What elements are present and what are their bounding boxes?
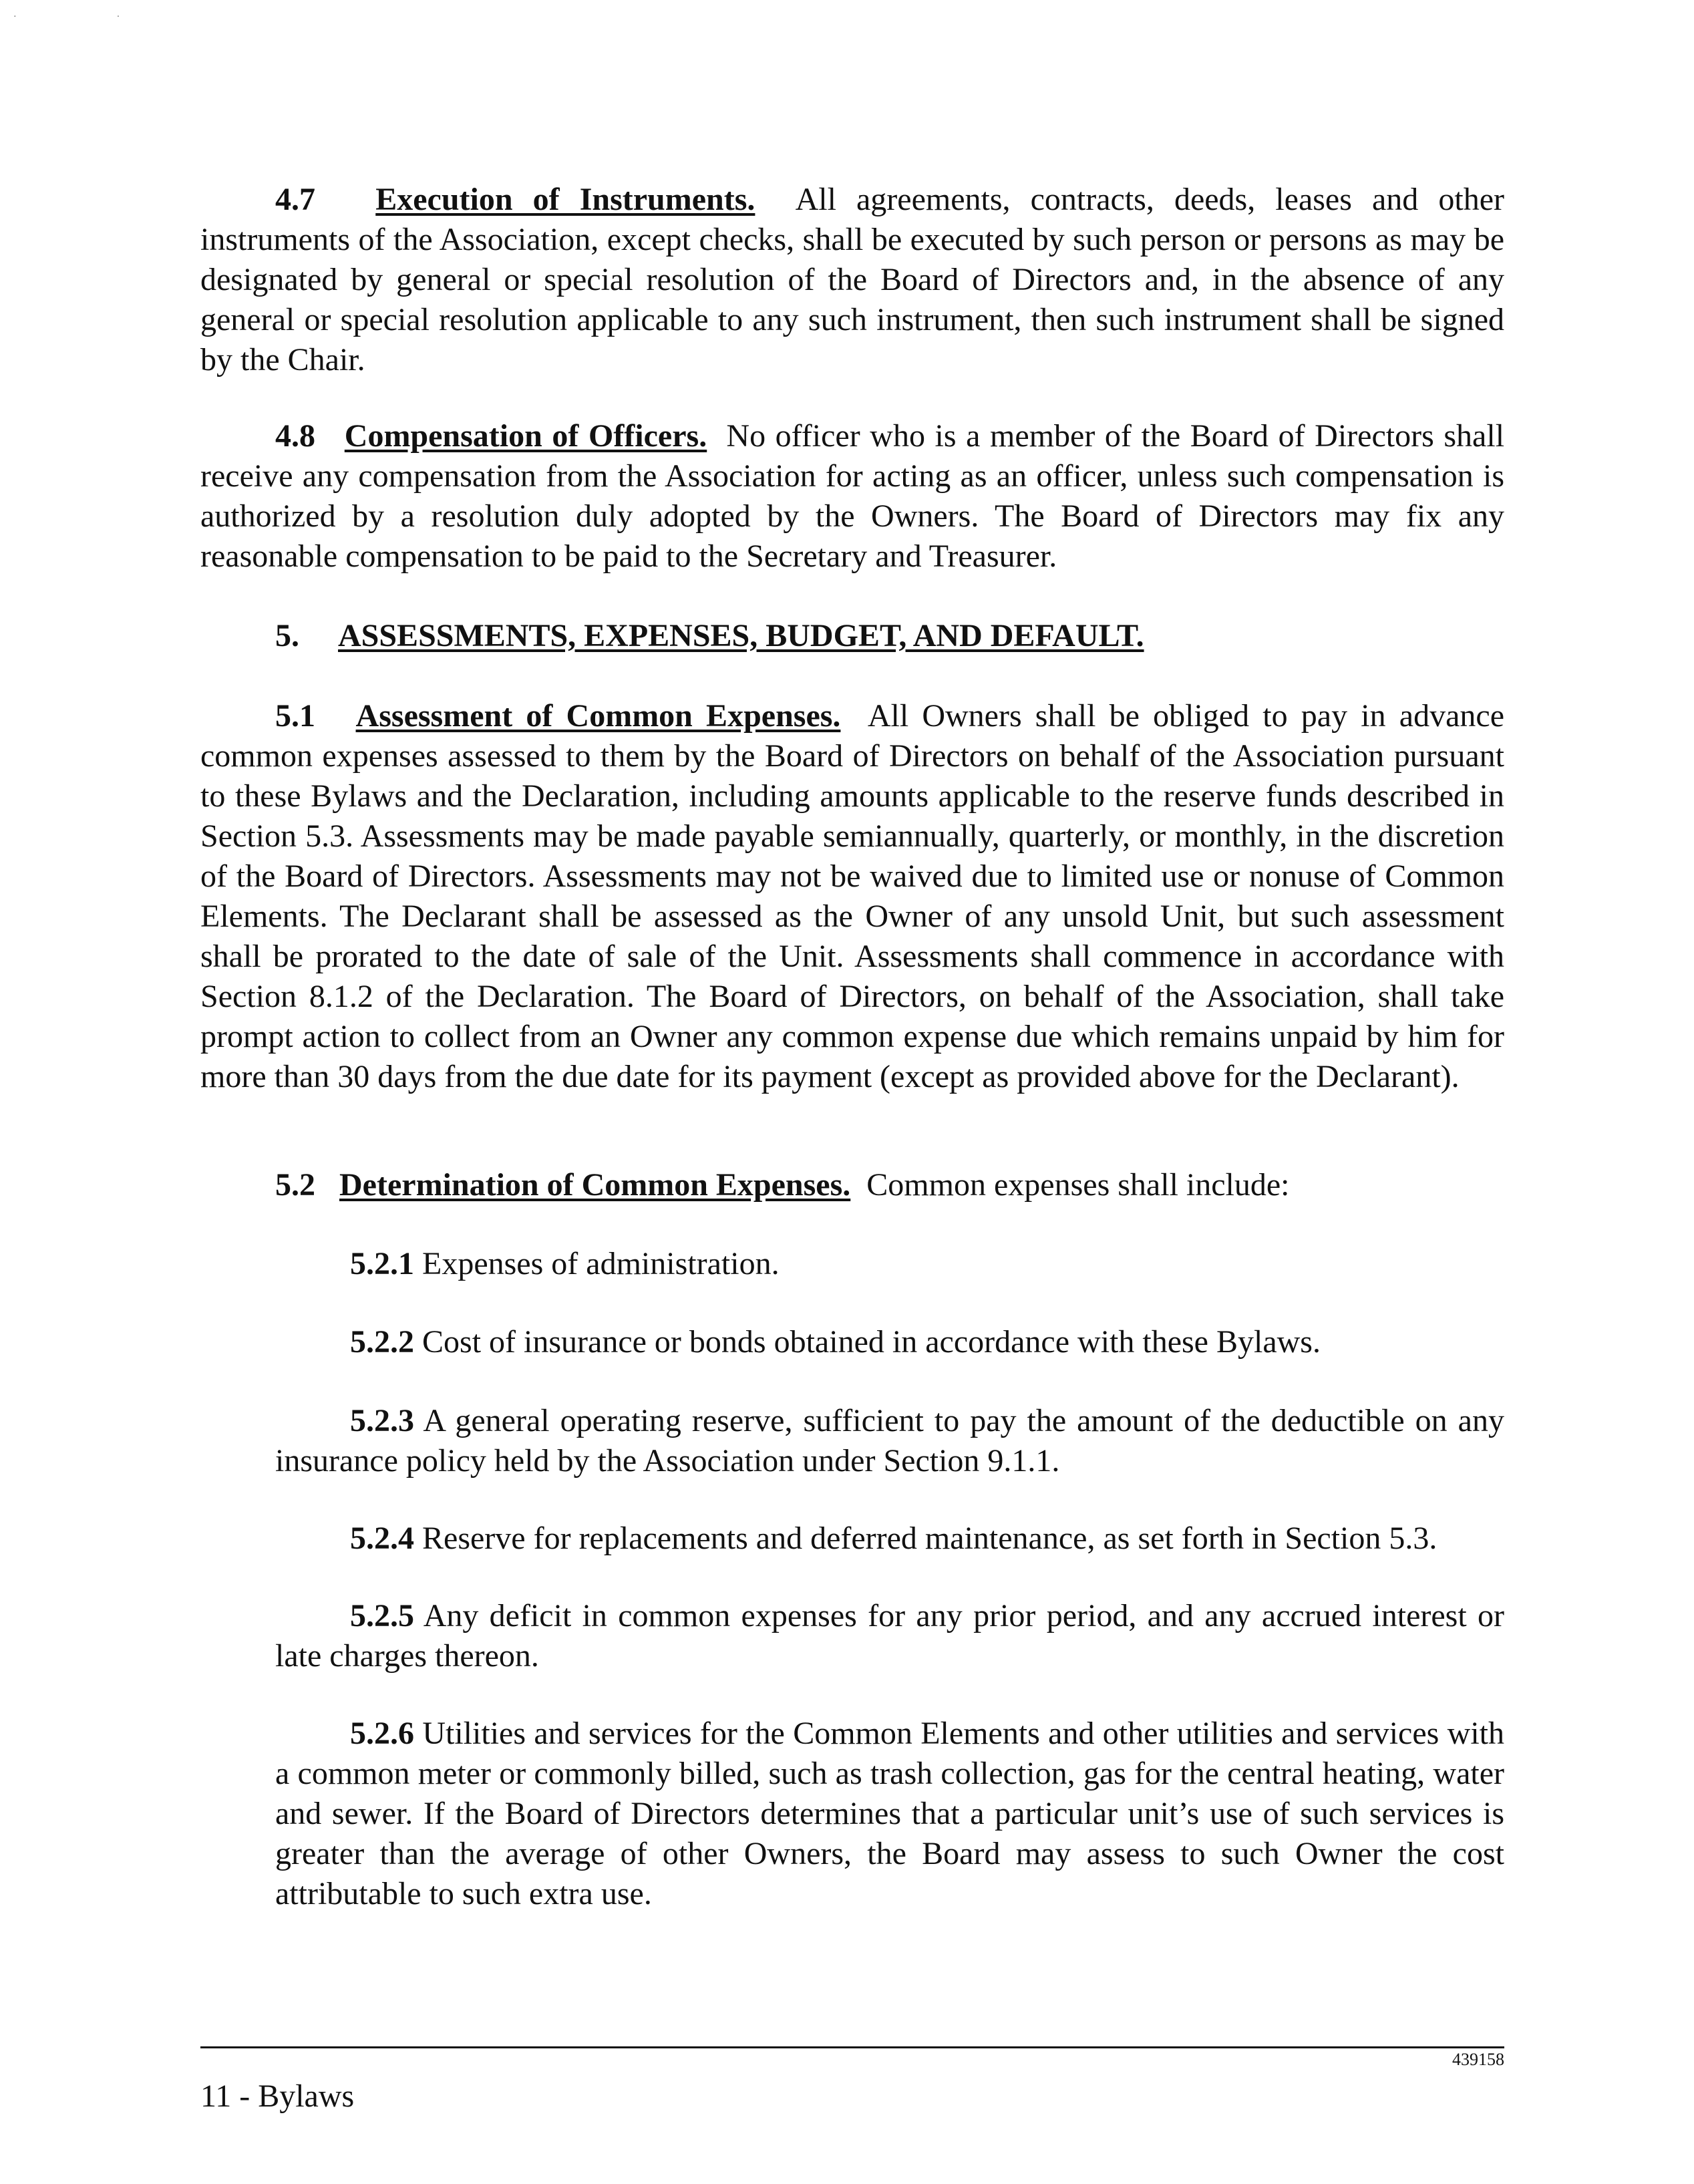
section-number: 5.2.3 <box>350 1403 414 1438</box>
section-text: Expenses of administration. <box>422 1246 780 1281</box>
section-number: 5.1 <box>275 698 315 734</box>
section-5-1 <box>200 696 1504 1097</box>
section-text: Common expenses shall include: <box>866 1167 1290 1203</box>
document-page <box>200 0 1504 2184</box>
section-4-8 <box>200 416 1504 577</box>
section-number: 5.2.6 <box>350 1716 414 1751</box>
section-number: 5.2 <box>275 1167 315 1203</box>
section-5-2-1 <box>275 1244 1504 1284</box>
section-number: 5.2.5 <box>350 1598 414 1633</box>
section-number: 5.2.4 <box>350 1521 414 1556</box>
section-text: Reserve for replacements and deferred maintenance, as set forth in Section 5.3. <box>422 1521 1437 1556</box>
document-number: 439158 <box>1452 2050 1504 2069</box>
section-4-7 <box>200 180 1504 380</box>
section-text: A general operating reserve, sufficient to pay the amount of the deductible on any insurance policy held by the Association under Section 9.1.1. <box>275 1403 1504 1478</box>
section-title: ASSESSMENTS, EXPENSES, BUDGET, AND DEFAULT. <box>338 618 1144 653</box>
section-5-2-6 <box>275 1714 1504 1914</box>
section-5-2-2 <box>275 1322 1504 1362</box>
section-text: Cost of insurance or bonds obtained in accordance with these Bylaws. <box>422 1324 1321 1360</box>
footer-divider <box>200 2046 1504 2048</box>
section-text: Any deficit in common expenses for any prior period, and any accrued interest or late charges thereon. <box>275 1598 1504 1674</box>
section-number: 5.2.2 <box>350 1324 414 1360</box>
section-text: All agreements, contracts, deeds, leases and other instruments of the Association, except checks, shall be executed by such person or persons as may be designated by general or special resolution of the Board of Directors and, in the absence of any general or special resolution applicable to any such instrument, then such instrument shall be signed by the Chair. <box>200 182 1504 377</box>
section-number: 4.7 <box>275 182 315 217</box>
section-5-2-5 <box>275 1596 1504 1676</box>
section-number: 5. <box>275 618 299 653</box>
section-title: Assessment of Common Expenses. <box>355 698 841 734</box>
section-number: 5.2.1 <box>350 1246 414 1281</box>
section-text: Utilities and services for the Common Elements and other utilities and services with a common meter or commonly billed, such as trash collection, gas for the central heating, water and sewer. If the Board of Directors determines that a particular unit’s use of such services is greater than the average of other Owners, the Board may assess to such Owner the cost attributable to such extra use. <box>275 1716 1505 1911</box>
scan-marks: ·· <box>13 12 220 22</box>
section-5-2 <box>200 1165 1504 1205</box>
section-5-2-4 <box>275 1519 1504 1559</box>
section-title: Compensation of Officers. <box>344 418 707 454</box>
page-label: 11 - Bylaws <box>200 2078 355 2114</box>
section-number: 4.8 <box>275 418 315 454</box>
section-5-heading <box>275 616 1144 656</box>
section-title: Execution of Instruments. <box>375 182 755 217</box>
section-text: No officer who is a member of the Board of Directors shall receive any compensation from the Association for acting as an officer, unless such compensation is authorized by a resolution duly adopted by the Owners. The Board of Directors may fix any reasonable compensation to be paid to the Secretary and Treasurer. <box>200 418 1505 574</box>
section-title: Determination of Common Expenses. <box>339 1167 851 1203</box>
section-5-2-3 <box>275 1401 1504 1481</box>
section-text: All Owners shall be obliged to pay in advance common expenses assessed to them by the Board of Directors on behalf of the Association pursuant to these Bylaws and the Declaration, including amounts applicable to the reserve funds described in Section 5.3. Assessments may be made payable semiannually, quarterly, or monthly, in the discretion of the Board of Directors. Assessments may not be waived due to limited use or nonuse of Common Elements. The Declarant shall be assessed as the Owner of any unsold Unit, but such assessment shall be prorated to the date of sale of the Unit. Assessments shall commence in accordance with Section 8.1.2 of the Declaration. The Board of Directors, on behalf of the Association, shall take prompt action to collect from an Owner any common expense due which remains unpaid by him for more than 30 days from the due date for its payment (except as provided above for the Declarant). <box>200 698 1505 1094</box>
